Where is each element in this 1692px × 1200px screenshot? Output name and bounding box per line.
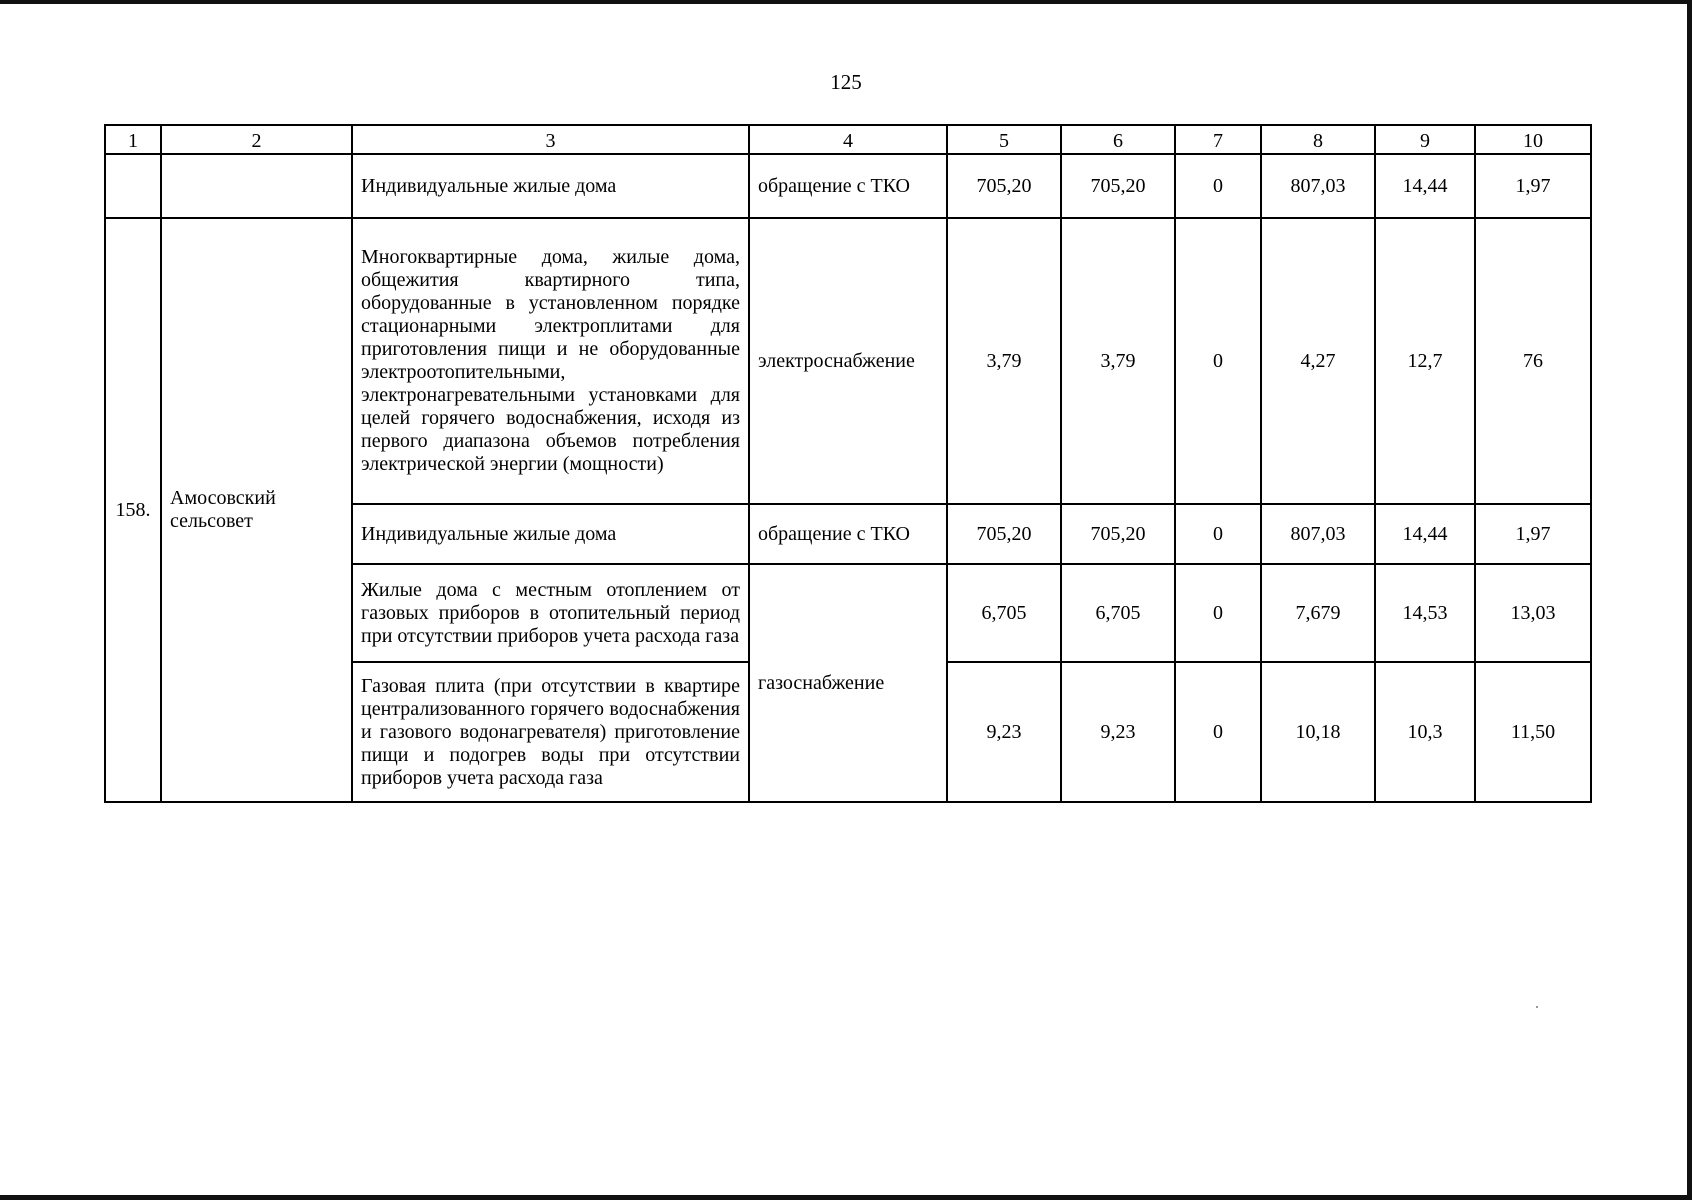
- scan-border-right: [1687, 0, 1692, 1200]
- value-cell: 705,20: [1061, 504, 1175, 564]
- value-cell: 14,44: [1375, 504, 1475, 564]
- value-cell: 10,3: [1375, 662, 1475, 802]
- column-header: 8: [1261, 125, 1375, 154]
- value-cell: 0: [1175, 154, 1261, 218]
- category-cell: Жилые дома с местным отоплением от газовых приборов в отопительный период при отсутствии приборов учета расхода газа: [352, 564, 749, 662]
- category-cell: Многоквартирные дома, жилые дома, общежития квартирного типа, оборудованные в установленном порядке стационарными электроплитами для приготовления пищи и не оборудованные электроотопительными, электронагревательными установками для целей горячего водоснабжения, исходя из первого диапазона объемов потребления электрической энергии (мощности): [352, 218, 749, 504]
- header-row: [105, 125, 1591, 154]
- value-cell: 1,97: [1475, 154, 1591, 218]
- category-cell: Газовая плита (при отсутствии в квартире централизованного горячего водоснабжения и газового водонагревателя) приготовление пищи и подогрев воды при отсутствии приборов учета расхода газа: [352, 662, 749, 802]
- value-cell: 0: [1175, 564, 1261, 662]
- value-cell: 11,50: [1475, 662, 1591, 802]
- value-cell: 4,27: [1261, 218, 1375, 504]
- table-row: [105, 218, 1591, 504]
- value-cell: 3,79: [947, 218, 1061, 504]
- value-cell: 76: [1475, 218, 1591, 504]
- value-cell: 7,679: [1261, 564, 1375, 662]
- value-cell: 9,23: [947, 662, 1061, 802]
- column-header: 5: [947, 125, 1061, 154]
- value-cell: 9,23: [1061, 662, 1175, 802]
- service-cell: газоснабжение: [749, 564, 947, 802]
- column-header: 2: [161, 125, 352, 154]
- page-number: 125: [830, 70, 862, 94]
- value-cell: 705,20: [1061, 154, 1175, 218]
- value-cell: 705,20: [947, 154, 1061, 218]
- value-cell: 12,7: [1375, 218, 1475, 504]
- value-cell: 13,03: [1475, 564, 1591, 662]
- scan-border-top: [0, 0, 1692, 4]
- value-cell: 10,18: [1261, 662, 1375, 802]
- value-cell: 0: [1175, 218, 1261, 504]
- scan-speck: [1536, 1006, 1538, 1008]
- value-cell: 14,53: [1375, 564, 1475, 662]
- column-header: 10: [1475, 125, 1591, 154]
- value-cell: 0: [1175, 504, 1261, 564]
- settlement-cell: [161, 154, 352, 218]
- value-cell: 705,20: [947, 504, 1061, 564]
- column-header: 1: [105, 125, 161, 154]
- row-number-cell: 158.: [105, 218, 161, 802]
- value-cell: 0: [1175, 662, 1261, 802]
- value-cell: 3,79: [1061, 218, 1175, 504]
- column-header: 6: [1061, 125, 1175, 154]
- table-row: [105, 154, 1591, 218]
- value-cell: 807,03: [1261, 504, 1375, 564]
- settlement-cell: Амосовский сельсовет: [161, 218, 352, 802]
- column-header: 9: [1375, 125, 1475, 154]
- column-header: 3: [352, 125, 749, 154]
- column-header: 7: [1175, 125, 1261, 154]
- value-cell: 6,705: [1061, 564, 1175, 662]
- scan-border-bottom: [0, 1195, 1692, 1200]
- tariff-table: [104, 124, 1592, 803]
- row-number-cell: [105, 154, 161, 218]
- value-cell: 807,03: [1261, 154, 1375, 218]
- value-cell: 6,705: [947, 564, 1061, 662]
- category-cell: Индивидуальные жилые дома: [352, 154, 749, 218]
- category-cell: Индивидуальные жилые дома: [352, 504, 749, 564]
- value-cell: 14,44: [1375, 154, 1475, 218]
- value-cell: 1,97: [1475, 504, 1591, 564]
- service-cell: электроснабжение: [749, 218, 947, 504]
- service-cell: обращение с ТКО: [749, 154, 947, 218]
- service-cell: обращение с ТКО: [749, 504, 947, 564]
- column-header: 4: [749, 125, 947, 154]
